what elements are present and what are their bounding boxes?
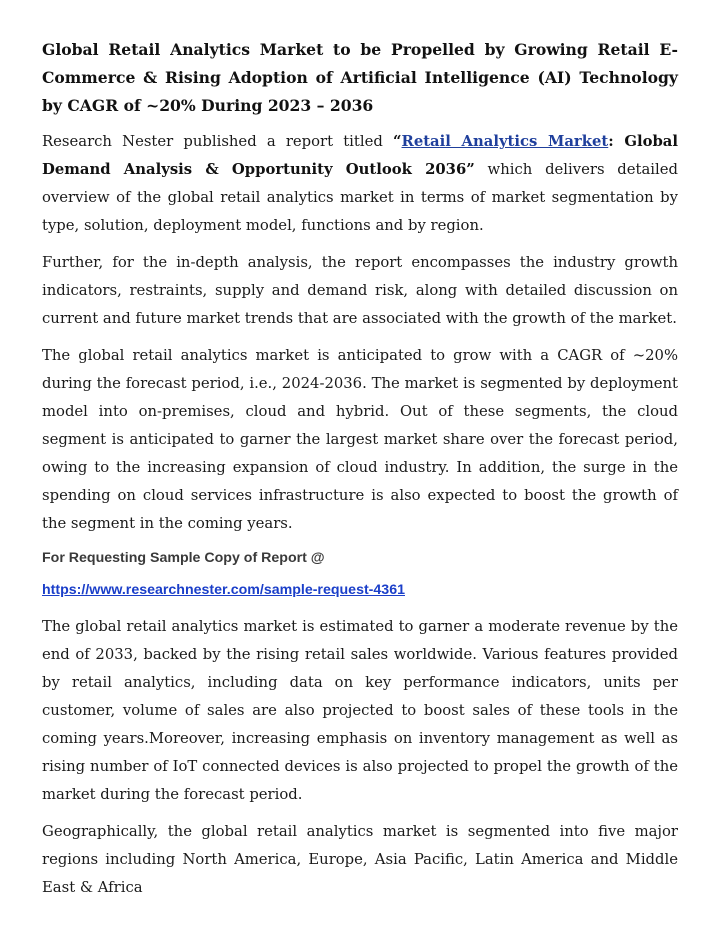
sample-request-link[interactable]: https://www.researchnester.com/sample-request-4361 bbox=[42, 582, 405, 598]
geography-paragraph: Geographically, the global retail analytics market is segmented into five major regions including North America, Europe, Asia Pacific, Latin America and Middle East & Africa bbox=[42, 823, 678, 896]
intro-paragraph bbox=[42, 128, 678, 240]
intro-open-quote: “ bbox=[393, 133, 402, 150]
intro-report-subtitle: : Global Demand Analysis & Opportunity Outlook 2036” bbox=[42, 133, 678, 178]
intro-lead: Research Nester published a report titled bbox=[42, 133, 393, 150]
report-title-link[interactable]: Retail Analytics Market bbox=[401, 133, 609, 150]
sample-request-label: For Requesting Sample Copy of Report @ bbox=[42, 550, 325, 566]
document-page bbox=[42, 36, 678, 911]
revenue-paragraph: The global retail analytics market is estimated to garner a moderate revenue by the end of 2033, backed by the rising retail sales worldwide. Various features provided by retail analytics, including data on key performance indicators, units per customer, volume of sales are also projected to boost sales of these tools in the coming years.Moreover, increasing emphasis on inventory management as well as rising number of IoT connected devices is also projected to propel the growth of the market during the forecast period. bbox=[42, 618, 678, 803]
sample-request-line bbox=[42, 579, 678, 601]
intro-tail: which delivers detailed overview of the global retail analytics market in terms of market segmentation by type, solution, deployment model, functions and by region. bbox=[42, 161, 679, 234]
analysis-paragraph: Further, for the in-depth analysis, the report encompasses the industry growth indicators, restraints, supply and demand risk, along with detailed discussion on current and future market trends that are associated with the growth of the market. bbox=[42, 254, 678, 327]
cagr-paragraph: The global retail analytics market is anticipated to grow with a CAGR of ~20% during the forecast period, i.e., 2024-2036. The market is segmented by deployment model into on-premises, cloud and hybrid. Out of these segments, the cloud segment is anticipated to garner the largest market share over the forecast period, owing to the increasing expansion of cloud industry. In addition, the surge in the spending on cloud services infrastructure is also expected to boost the growth of the segment in the coming years. bbox=[42, 347, 678, 532]
document-title: Global Retail Analytics Market to be Propelled by Growing Retail E-Commerce & Rising Adoption of Artificial Intelligence (AI) Technology by CAGR of ~20% During 2023 – 2036 bbox=[42, 40, 678, 115]
